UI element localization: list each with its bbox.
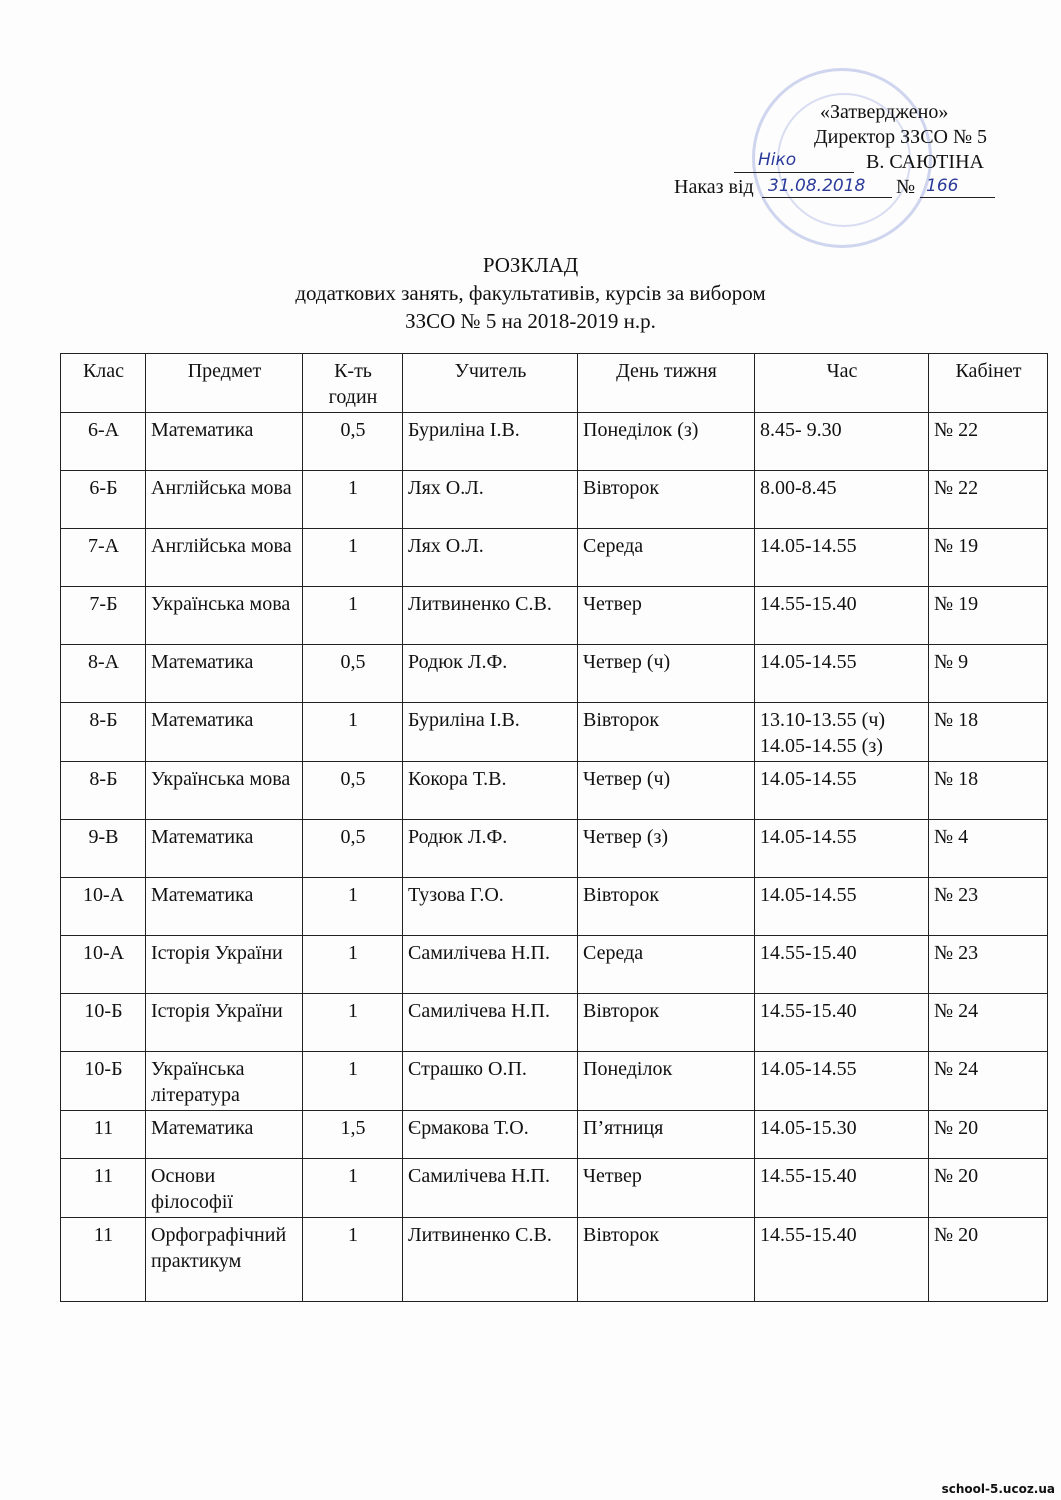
time-cell: 8.45- 9.30 <box>755 413 929 471</box>
time-cell: 14.05-15.30 <box>755 1111 929 1159</box>
time-cell: 14.05-14.55 <box>755 645 929 703</box>
table-row <box>61 703 1048 762</box>
table-row <box>61 413 1048 471</box>
subject-cell: Орфографічний практикум <box>146 1218 303 1302</box>
hours-cell: 0,5 <box>303 762 403 820</box>
room-cell: № 19 <box>929 587 1048 645</box>
subject-cell: Математика <box>146 413 303 471</box>
weekday-cell: Вівторок <box>578 1218 755 1302</box>
class-cell: 7-Б <box>61 587 146 645</box>
table-row <box>61 529 1048 587</box>
header-class: Клас <box>61 354 146 413</box>
document-subtitle-school: ЗЗСО № 5 на 2018-2019 н.р. <box>405 309 656 333</box>
teacher-cell: Родюк Л.Ф. <box>403 820 578 878</box>
hours-cell: 1 <box>303 878 403 936</box>
weekday-cell: Понеділок (з) <box>578 413 755 471</box>
hours-cell: 0,5 <box>303 820 403 878</box>
hours-cell: 0,5 <box>303 645 403 703</box>
class-cell: 10-Б <box>61 994 146 1052</box>
table-row <box>61 820 1048 878</box>
approval-name: В. САЮТІНА <box>866 151 984 173</box>
handwritten-order-date: 31.08.2018 <box>768 176 866 196</box>
time-cell: 8.00-8.45 <box>755 471 929 529</box>
room-cell: № 19 <box>929 529 1048 587</box>
time-cell: 14.55-15.40 <box>755 994 929 1052</box>
room-cell: № 20 <box>929 1159 1048 1218</box>
room-cell: № 18 <box>929 703 1048 762</box>
order-number-label: № <box>896 176 916 198</box>
hours-cell: 1 <box>303 1159 403 1218</box>
room-cell: № 24 <box>929 994 1048 1052</box>
weekday-cell: Середа <box>578 529 755 587</box>
table-header-row <box>61 354 1048 413</box>
class-cell: 9-В <box>61 820 146 878</box>
order-label: Наказ від <box>674 176 754 198</box>
subject-cell: Українська мова <box>146 762 303 820</box>
subject-cell: Основи філософії <box>146 1159 303 1218</box>
room-cell: № 23 <box>929 936 1048 994</box>
hours-cell: 1 <box>303 529 403 587</box>
document-subtitle: додаткових занять, факультативів, курсів за вибором <box>295 281 766 305</box>
hours-cell: 1 <box>303 587 403 645</box>
teacher-cell: Литвиненко С.В. <box>403 587 578 645</box>
subject-cell: Математика <box>146 878 303 936</box>
room-cell: № 20 <box>929 1218 1048 1302</box>
hours-cell: 1,5 <box>303 1111 403 1159</box>
subject-cell: Математика <box>146 1111 303 1159</box>
time-cell: 14.05-14.55 <box>755 1052 929 1111</box>
weekday-cell: Вівторок <box>578 471 755 529</box>
weekday-cell: Середа <box>578 936 755 994</box>
time-cell: 14.05-14.55 <box>755 529 929 587</box>
site-watermark: school-5.ucoz.ua <box>941 1482 1055 1496</box>
teacher-cell: Страшко О.П. <box>403 1052 578 1111</box>
table-row <box>61 587 1048 645</box>
class-cell: 6-Б <box>61 471 146 529</box>
header-room: Кабінет <box>929 354 1048 413</box>
approval-title: «Затверджено» <box>820 101 949 123</box>
class-cell: 7-А <box>61 529 146 587</box>
subject-cell: Історія України <box>146 936 303 994</box>
header-weekday: День тижня <box>578 354 755 413</box>
teacher-cell: Самилічева Н.П. <box>403 994 578 1052</box>
teacher-cell: Єрмакова Т.О. <box>403 1111 578 1159</box>
table-row <box>61 1218 1048 1302</box>
subject-cell: Математика <box>146 820 303 878</box>
subject-cell: Математика <box>146 703 303 762</box>
hours-cell: 1 <box>303 703 403 762</box>
weekday-cell: Вівторок <box>578 703 755 762</box>
class-cell: 10-А <box>61 878 146 936</box>
room-cell: № 9 <box>929 645 1048 703</box>
class-cell: 8-Б <box>61 703 146 762</box>
subject-cell: Англійська мова <box>146 471 303 529</box>
weekday-cell: П’ятниця <box>578 1111 755 1159</box>
subject-cell: Англійська мова <box>146 529 303 587</box>
subject-cell: Українська мова <box>146 587 303 645</box>
room-cell: № 24 <box>929 1052 1048 1111</box>
teacher-cell: Лях О.Л. <box>403 471 578 529</box>
weekday-cell: Четвер <box>578 587 755 645</box>
document-title: РОЗКЛАД <box>482 253 579 277</box>
time-cell: 14.55-15.40 <box>755 587 929 645</box>
weekday-cell: Вівторок <box>578 994 755 1052</box>
table-row <box>61 1111 1048 1159</box>
table-row <box>61 1052 1048 1111</box>
class-cell: 11 <box>61 1111 146 1159</box>
approval-director: Директор ЗЗСО № 5 <box>814 126 988 148</box>
time-cell: 14.55-15.40 <box>755 936 929 994</box>
time-cell: 14.05-14.55 <box>755 878 929 936</box>
header-hours: К-ть годин <box>303 354 403 413</box>
time-cell: 13.10-13.55 (ч) 14.05-14.55 (з) <box>755 703 929 762</box>
table-row <box>61 936 1048 994</box>
time-cell: 14.05-14.55 <box>755 762 929 820</box>
subject-cell: Історія України <box>146 994 303 1052</box>
weekday-cell: Четвер (з) <box>578 820 755 878</box>
class-cell: 11 <box>61 1159 146 1218</box>
room-cell: № 22 <box>929 413 1048 471</box>
teacher-cell: Самилічева Н.П. <box>403 1159 578 1218</box>
time-cell: 14.55-15.40 <box>755 1159 929 1218</box>
weekday-cell: Четвер <box>578 1159 755 1218</box>
teacher-cell: Лях О.Л. <box>403 529 578 587</box>
table-row <box>61 994 1048 1052</box>
weekday-cell: Четвер (ч) <box>578 762 755 820</box>
time-cell: 14.05-14.55 <box>755 820 929 878</box>
hours-cell: 0,5 <box>303 413 403 471</box>
schedule-table <box>60 353 1048 1302</box>
hours-cell: 1 <box>303 936 403 994</box>
table-row <box>61 471 1048 529</box>
room-cell: № 18 <box>929 762 1048 820</box>
hours-cell: 1 <box>303 1218 403 1302</box>
teacher-cell: Кокора Т.В. <box>403 762 578 820</box>
room-cell: № 20 <box>929 1111 1048 1159</box>
teacher-cell: Тузова Г.О. <box>403 878 578 936</box>
time-cell: 14.55-15.40 <box>755 1218 929 1302</box>
subject-cell: Українська література <box>146 1052 303 1111</box>
handwritten-signature: Ніко <box>758 150 797 170</box>
header-subject: Предмет <box>146 354 303 413</box>
weekday-cell: Понеділок <box>578 1052 755 1111</box>
hours-cell: 1 <box>303 994 403 1052</box>
hours-cell: 1 <box>303 1052 403 1111</box>
subject-cell: Математика <box>146 645 303 703</box>
header-teacher: Учитель <box>403 354 578 413</box>
weekday-cell: Вівторок <box>578 878 755 936</box>
teacher-cell: Буриліна І.В. <box>403 413 578 471</box>
class-cell: 8-Б <box>61 762 146 820</box>
table-row <box>61 1159 1048 1218</box>
room-cell: № 23 <box>929 878 1048 936</box>
class-cell: 8-А <box>61 645 146 703</box>
teacher-cell: Самилічева Н.П. <box>403 936 578 994</box>
class-cell: 10-Б <box>61 1052 146 1111</box>
table-row <box>61 878 1048 936</box>
handwritten-order-number: 166 <box>926 176 959 196</box>
room-cell: № 4 <box>929 820 1048 878</box>
header-time: Час <box>755 354 929 413</box>
table-row <box>61 645 1048 703</box>
class-cell: 6-А <box>61 413 146 471</box>
teacher-cell: Родюк Л.Ф. <box>403 645 578 703</box>
table-row <box>61 762 1048 820</box>
room-cell: № 22 <box>929 471 1048 529</box>
teacher-cell: Литвиненко С.В. <box>403 1218 578 1302</box>
weekday-cell: Четвер (ч) <box>578 645 755 703</box>
hours-cell: 1 <box>303 471 403 529</box>
class-cell: 10-А <box>61 936 146 994</box>
teacher-cell: Буриліна І.В. <box>403 703 578 762</box>
class-cell: 11 <box>61 1218 146 1302</box>
